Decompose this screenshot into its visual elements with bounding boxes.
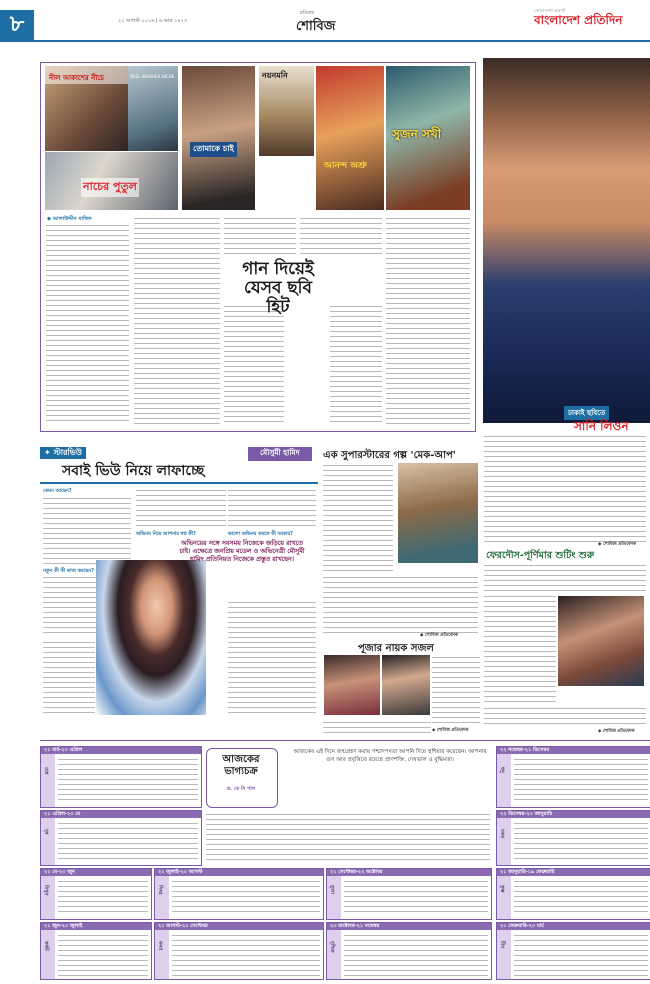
zodiac-name: বৃশ্চিক bbox=[329, 941, 335, 953]
date-line: ২১ আগস্ট ২০১৬ | ৬ ভাদ্র ১৪২৩ bbox=[118, 18, 188, 24]
zodiac-range: ২২ নভেম্বর-২১ ডিসেম্বর bbox=[497, 747, 650, 754]
zodiac-gemini bbox=[40, 868, 152, 920]
zodiac-name: ধনু bbox=[499, 767, 505, 773]
feature-author: ◆ আলাউদ্দীন মাজিদ bbox=[47, 216, 92, 222]
horoscope-author: ড. কে সি পাল bbox=[226, 787, 256, 792]
poster-title: আনন্দ অশ্রু bbox=[324, 161, 367, 171]
poster-nacher-putul bbox=[45, 152, 178, 210]
ferdous-column-1 bbox=[484, 594, 556, 704]
mousumi-column-1b bbox=[43, 575, 99, 635]
puja-headline: পূজার নায়ক সজল bbox=[358, 643, 434, 654]
poster-title: নাচের পুতুল bbox=[81, 178, 139, 197]
poster-sujon-sokhi bbox=[386, 66, 470, 210]
mousumi-qa bbox=[43, 488, 131, 495]
qa-question: কেমন আছেন? bbox=[43, 489, 72, 494]
zodiac-aquarius bbox=[496, 868, 650, 920]
feature-column-4-top bbox=[300, 216, 382, 256]
zodiac-scorpio bbox=[326, 922, 492, 980]
zodiac-libra bbox=[326, 868, 492, 920]
mousumi-headline: সবাই ভিউ নিয়ে লাফাচ্ছে bbox=[62, 463, 205, 479]
masthead-logo: বাংলাদেশ প্রতিদিন bbox=[534, 13, 623, 27]
puja-column bbox=[432, 655, 480, 725]
zodiac-name: মিথুন bbox=[43, 885, 49, 896]
feature-column-1 bbox=[46, 223, 129, 425]
zodiac-name: বৃষ bbox=[43, 829, 49, 835]
poster-title: সুজন সখী bbox=[392, 127, 442, 141]
mousumi-column-4 bbox=[228, 600, 316, 717]
zodiac-range: ২১ জানুয়ারি-১৯ ফেব্রুয়ারি bbox=[497, 869, 650, 876]
feature-title-line-2: যেসব ছবি bbox=[244, 278, 312, 298]
zodiac-range: ২০ ফেব্রুয়ারি-২০ মার্চ bbox=[497, 923, 650, 930]
zodiac-range: ২১ জুলাই-২০ আগস্ট bbox=[155, 869, 323, 876]
makeup-headline: এক সুপারস্টারের গল্প 'মেক-আপ' bbox=[323, 450, 456, 461]
mousumi-column-3 bbox=[228, 488, 316, 528]
mousumi-column-1c bbox=[43, 640, 95, 717]
ferdous-column-bottom bbox=[484, 706, 646, 728]
zodiac-range: ২৩ অক্টোবর-২১ নভেম্বর bbox=[327, 923, 491, 930]
zodiac-range: ২১ সেপ্টেম্বর-২২ অক্টোবর bbox=[327, 869, 491, 876]
zodiac-virgo bbox=[154, 922, 324, 980]
puja-credit: ◆ শোবিজ প্রতিবেদক bbox=[432, 728, 469, 733]
poster-title: নয়নমনি bbox=[262, 71, 288, 80]
poster-ananda-ashru bbox=[316, 66, 384, 210]
poster-subtitle: NEEL AKASHER NICHE bbox=[130, 74, 175, 79]
puja-photo-2 bbox=[382, 655, 430, 715]
makeup-photo bbox=[398, 463, 478, 563]
makeup-column-1 bbox=[323, 463, 393, 573]
feature-column-3 bbox=[224, 304, 284, 425]
masthead-tagline: সোজাসাপ্টা অকপট bbox=[534, 8, 566, 13]
mousumi-column-2 bbox=[136, 488, 226, 528]
mousumi-byline: মৌসুমী হামিদ bbox=[248, 447, 312, 461]
poster-nayonmoni bbox=[259, 66, 314, 156]
zodiac-name: কুম্ভ bbox=[499, 885, 505, 893]
zodiac-range: ২১ এপ্রিল-২০ মে bbox=[41, 811, 201, 818]
horoscope-intro: আজকের এই দিনে জন্মগ্রহণ করায় পশ্চাদপদতা আপনি দিয়ে হুশিয়ার করেছেন। আপনার গুণ আর প্রবৃত্তিতে রয়েছে প্রাণশক্তি, দেখভাল ও বুদ্ধিমত্তা। bbox=[293, 749, 487, 763]
mousumi-pull-quote: অভিনয়ের সঙ্গে সবসময় নিজেকে জড়িয়ে রাখতে চাই। এক্ষেত্রে জনপ্রিয় মডেল ও অভিনেত্রী মৌসুমী হামিদ প্রতিনিয়ত নিজেকে প্রস্তুত রাখছেন। bbox=[179, 540, 305, 564]
makeup-column-2 bbox=[323, 575, 478, 637]
qa-question-4: ভালো অভিনয় করতে কী দরকার? bbox=[228, 532, 293, 537]
poster-tomake-chai bbox=[182, 66, 255, 210]
ferdous-credit: ◆ শোবিজ প্রতিবেদক bbox=[598, 729, 635, 734]
qa-question-2: নতুন কী কী কাজ করছেন? bbox=[43, 569, 94, 574]
weekday: রবিবার bbox=[300, 10, 314, 16]
mousumi-photo bbox=[96, 560, 206, 715]
zodiac-capricorn bbox=[496, 810, 650, 866]
ferdous-purnima-photo bbox=[558, 596, 644, 686]
zodiac-name: মকর bbox=[499, 829, 505, 839]
feature-column-3-top bbox=[224, 216, 296, 256]
feature-title-line-3: হিট bbox=[266, 297, 290, 317]
section-title: শোবিজ bbox=[296, 19, 336, 34]
zodiac-name: তুলা bbox=[329, 885, 335, 894]
feature-title-line-1: গান দিয়েই bbox=[242, 259, 314, 279]
qa-question-3: অভিনয় নিয়ে আপনার স্বপ্ন কী? bbox=[136, 532, 196, 537]
feature-column-4 bbox=[330, 304, 382, 425]
horoscope-title-2: ভাগ্যচক্র bbox=[224, 766, 258, 777]
poster-neel-akasher-niche bbox=[45, 66, 128, 151]
feature-column-5 bbox=[386, 216, 470, 425]
zodiac-name: মীন bbox=[499, 941, 505, 949]
zodiac-range: ২১ মার্চ-২০ এপ্রিল bbox=[41, 747, 201, 754]
mousumi-column-1 bbox=[43, 496, 131, 566]
feature-column-2 bbox=[134, 216, 220, 425]
zodiac-name: সিংহ bbox=[157, 885, 163, 895]
horoscope-intro-body bbox=[206, 812, 490, 862]
ferdous-column-top bbox=[484, 563, 646, 593]
zodiac-pisces bbox=[496, 922, 650, 980]
feature-title bbox=[226, 260, 330, 317]
zodiac-cancer bbox=[40, 922, 152, 980]
sunny-leone-photo bbox=[483, 58, 650, 423]
makeup-credit: ◆ শোবিজ প্রতিবেদক bbox=[420, 633, 459, 638]
zodiac-taurus bbox=[40, 810, 202, 866]
sunny-body bbox=[484, 434, 646, 544]
poster-neel-akasher-niche-2 bbox=[128, 66, 178, 151]
zodiac-name: মেষ bbox=[43, 767, 49, 775]
puja-photo-1 bbox=[324, 655, 380, 715]
horoscope-title-1: আজকের bbox=[222, 754, 260, 765]
horoscope-title bbox=[206, 754, 276, 778]
header-rule bbox=[0, 40, 650, 42]
poster-title: তোমাকে চাই bbox=[190, 142, 237, 157]
zodiac-name: কর্কট bbox=[43, 941, 49, 951]
mousumi-rule bbox=[40, 482, 318, 484]
starview-tag: ✦ স্টারভিউ bbox=[40, 447, 86, 459]
zodiac-range: ২১ আগস্ট-২০ সেপ্টেম্বর bbox=[155, 923, 323, 930]
ferdous-headline: ফেরদৌস-পূর্ণিমার শুটিং শুরু bbox=[486, 550, 595, 561]
poster-title: নীল আকাশের নীচে bbox=[45, 66, 128, 84]
sunny-credit: ◆ শোবিজ প্রতিবেদক bbox=[598, 542, 637, 547]
zodiac-range: ২১ জুন-২০ জুলাই bbox=[41, 923, 151, 930]
zodiac-leo bbox=[154, 868, 324, 920]
zodiac-name: কন্যা bbox=[157, 941, 163, 951]
zodiac-range: ২২ ডিসেম্বর-২০ জানুয়ারি bbox=[497, 811, 650, 818]
horoscope-rule bbox=[40, 740, 650, 741]
zodiac-range: ২১ মে-২০ জুন bbox=[41, 869, 151, 876]
sunny-kicker: ঢাকাই ছবিতে bbox=[564, 406, 609, 420]
zodiac-sagittarius bbox=[496, 746, 650, 808]
puja-column-2 bbox=[323, 720, 431, 734]
sunny-headline: সানি লিওন bbox=[574, 419, 629, 433]
page-number: ৮ bbox=[0, 10, 34, 40]
zodiac-aries bbox=[40, 746, 202, 808]
